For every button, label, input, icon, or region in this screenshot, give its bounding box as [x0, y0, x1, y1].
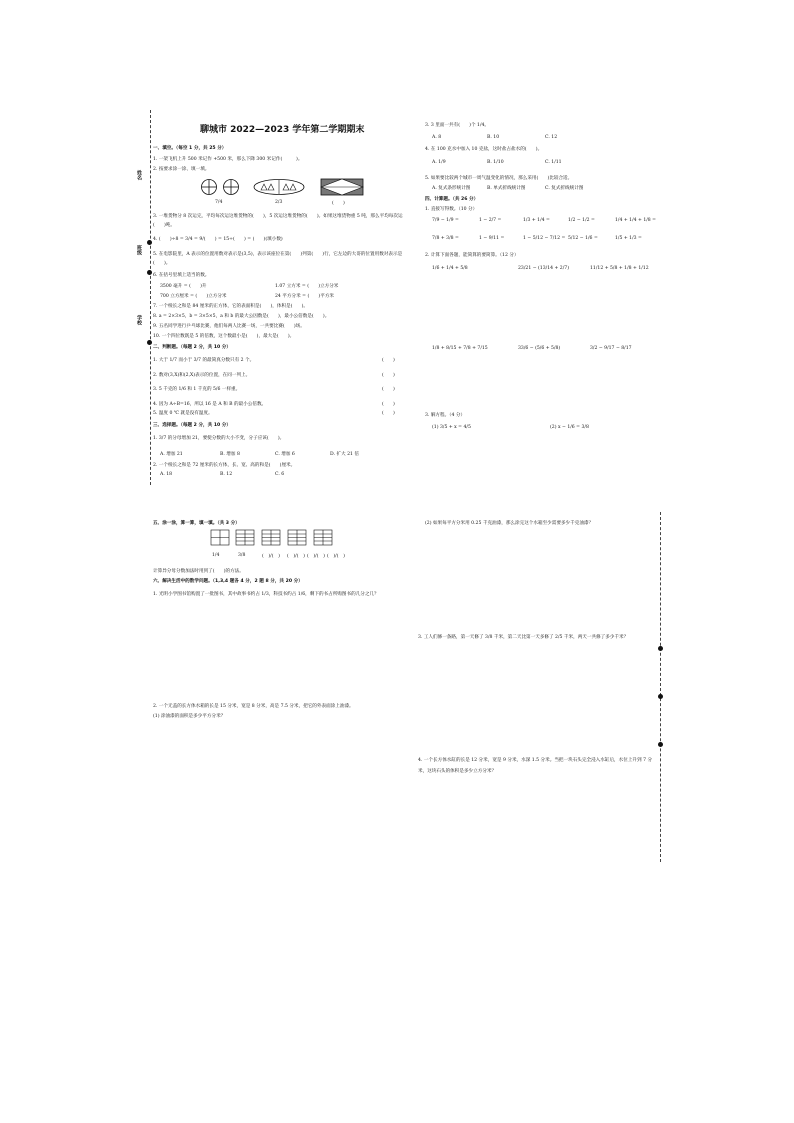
choice-1-opt-d: D. 扩大 21 倍 [330, 452, 359, 457]
problem-1: 1. 光明小学图书馆购置了一批图书，其中故事书约占 1/3，科技书约占 1/6，剩下的书占所购图书的几分之几？ [153, 592, 379, 597]
circle-figure [200, 178, 244, 196]
binding-label-class: 班级 [136, 245, 142, 255]
shade-frac: ( )/( ) [327, 554, 345, 559]
q6-item-1: 3500 毫升 = ( )升 [160, 284, 207, 289]
judge-5: 5. 温度 0 ℃ 就是没有温度。 [153, 411, 213, 416]
page-title: 聊城市 2022—2023 学年第二学期期末 [200, 125, 365, 135]
choice-2-opt-c: C. 6 [275, 472, 285, 477]
binding-hole [658, 742, 663, 747]
section-title-choice: 三、选择题。（每题 2 分，共 10 分） [153, 423, 232, 428]
calc-1-item: 1/5 + 1/3 = [615, 236, 642, 241]
binding-hole [147, 240, 152, 245]
problem-3: 3. 工人们修一条路，第一天修了 3/8 千米，第二天比第一天多修了 2/5 千米，两天一共修了多少千米？ [418, 635, 629, 640]
judge-paren-3: ( ) [382, 387, 395, 392]
choice-3-opt-c: C. 12 [545, 135, 558, 140]
calc-1-item: 5/12 − 1/6 = [568, 236, 598, 241]
question-fill-9: 9. 五名同学进行乒乓球比赛，他们每两人比赛一场，一共要比赛( )场。 [153, 324, 305, 329]
shade-frac: ( )/( ) [307, 554, 325, 559]
binding-label-school: 学校 [136, 315, 142, 325]
choice-5-opt-c: C. 复式折线统计图 [545, 186, 584, 191]
binding-hole [658, 694, 663, 699]
shade-frac: ( )/( ) [262, 554, 280, 559]
calc-1-item: 7/8 + 3/8 = [432, 236, 459, 241]
choice-4: 4. 在 100 克水中加入 10 克盐，这时盐占盐水的( )。 [425, 147, 543, 152]
calc-1-item: 1 − 5/12 − 7/12 = [523, 236, 566, 241]
binding-hole [147, 340, 152, 345]
calc-1-item: 1/4 + 1/4 + 1/8 = [615, 218, 657, 223]
problem-2-sub2: (2) 如果每平方分米用 0.25 千克油漆，那么涂完这个水箱至少需要多少千克油漆？ [425, 521, 594, 526]
problem-2-sub1: (1) 涂油漆的面积是多少平方分米？ [153, 714, 226, 719]
question-fill-1: 1. 一架飞机上升 500 米记作 +500 米，那么下降 300 米记作( )。 [153, 157, 303, 162]
choice-1-opt-a: A. 增加 21 [160, 452, 183, 457]
calc-2-title: 2. 计算下面各题，能简算的要简算。（12 分） [425, 253, 519, 258]
section-title-problems: 六、解决生活中的数学问题。（1,3,4 题各 4 分，2 题 8 分，共 20 分） [153, 579, 303, 584]
choice-4-opt-a: A. 1/9 [432, 160, 446, 165]
calc-1-item: 1 − 9/11 = [479, 236, 505, 241]
binding-line [660, 512, 661, 862]
q6-item-4: 24 平方分米 = ( )平方米 [275, 294, 335, 299]
q2-answer-blank: ( ) [332, 201, 345, 206]
binding-label-name: 姓名 [136, 170, 142, 180]
choice-3-opt-a: A. 8 [432, 135, 442, 140]
section-title-fill: 一、填空。（每空 1 分，共 25 分） [153, 146, 227, 151]
choice-3: 3. 3 里面一共有( )个 1/4。 [425, 123, 490, 128]
binding-hole [658, 646, 663, 651]
shade-text: 计算异分母分数加法时用到了( )的方法。 [153, 569, 244, 574]
q6-item-2: 1.07 立方米 = ( )立方分米 [275, 284, 339, 289]
choice-1-opt-b: B. 增加 8 [220, 452, 240, 457]
calc-2-item: 33/6 − (5/6 + 5/8) [518, 346, 561, 351]
choice-1: 1. 3/7 的分母增加 21，要使分数的大小不变，分子应该( )。 [153, 436, 285, 441]
choice-3-opt-b: B. 10 [487, 135, 500, 140]
choice-4-opt-b: B. 1/10 [487, 160, 504, 165]
choice-1-opt-c: C. 增加 6 [275, 452, 295, 457]
judge-paren-1: ( ) [382, 358, 395, 363]
question-fill-3a: 3. 一堆货物分 8 次运完，平均每次运这堆货物的( )，5 次运这堆货物的( )。如果这堆货物重 5 吨，那么平均每次运( )吨。 [153, 214, 403, 228]
q2-fraction-1: 7/4 [215, 200, 223, 205]
question-fill-5: 5. 在电影院里，A 表示的位置用数对表示是(3,5)，表示该座位在第( )列第( )行，它左边的大哥的位置用数对表示是( )。 [153, 252, 403, 266]
judge-paren-5: ( ) [382, 411, 395, 416]
section-title-shade: 五、涂一涂，算一算，填一填。（共 3 分） [153, 521, 240, 526]
calc-1-item: 1/2 − 1/2 = [568, 218, 595, 223]
question-fill-2: 2. 按要求涂一涂、填一填。 [153, 167, 210, 172]
calc-3-title: 3. 解方程。（4 分） [425, 413, 466, 418]
calc-1-item: 7/9 − 1/9 = [432, 218, 459, 223]
calc-3-item: (1) 3/5 + x = 4/5 [432, 425, 471, 430]
question-fill-4: 4. ( )÷8 = 3/4 = 9/( ) = 15÷( ) = ( )(填小数) [153, 237, 283, 242]
choice-5-opt-a: A. 复式条形统计图 [432, 186, 471, 191]
choice-5: 5. 如果要比较两个城市一周气温变化的情况，那么采用( )比较合适。 [425, 176, 573, 181]
judge-paren-2: ( ) [382, 373, 395, 378]
problem-2: 2. 一个无盖的长方体水箱的长是 15 分米，宽是 8 分米，高是 7.5 分米，把它的外表面涂上油漆。 [153, 704, 354, 709]
judge-4: 4. 因为 A÷B=16，所以 16 是 A 和 B 的最小公倍数。 [153, 402, 267, 407]
question-fill-10: 10. 一个四位数既是 5 的倍数，这个数最小是( )，最大是( )。 [153, 334, 295, 339]
calc-2-item: 3/2 − 9/17 − 8/17 [590, 346, 632, 351]
judge-1: 1. 大于 1/7 而小于 3/7 的最简真分数只有 2 个。 [153, 358, 255, 363]
section-title-calc: 四、计算题。（共 26 分） [425, 197, 479, 202]
calc-1-item: 1/3 + 1/4 = [523, 218, 550, 223]
shade-frac: 3/8 [238, 553, 246, 558]
question-fill-6: 6. 在括号里填上适当的数。 [153, 273, 210, 278]
judge-3: 3. 5 千克的 1/6 和 1 千克的 5/6 一样重。 [153, 387, 241, 392]
choice-2-opt-b: B. 12 [220, 472, 233, 477]
calc-2-item: 11/12 + 5/8 + 1/8 + 1/12 [590, 266, 649, 271]
problem-4: 4. 一个长方体水缸的长是 12 分米，宽是 9 分米，水深 1.5 分米。当把一块石头完全浸入水缸后，水位上升到 7 分米，这块石头的体积是多少立方分米？ [418, 758, 653, 774]
calc-3-item: (2) x − 1/6 = 3/8 [550, 425, 589, 430]
question-fill-8: 8. a = 2×3×5，b = 3×5×5，a 和 b 的最大公因数是( )，最小公倍数是( )。 [153, 314, 330, 319]
rectangle-figure [320, 178, 364, 196]
shade-frac: ( )/( ) [287, 554, 305, 559]
judge-2: 2. 数对(3,X)和(2,X)表示的位置，在同一列上。 [153, 373, 251, 378]
choice-2-opt-a: A. 18 [160, 472, 173, 477]
binding-hole [147, 270, 152, 275]
question-fill-7: 7. 一个棱长之和是 84 厘米的正方体，它的表面积是( )，体积是( )。 [153, 304, 308, 309]
triangles-figure [253, 178, 305, 196]
calc-2-item: 23/21 − (13/14 + 2/7) [518, 266, 569, 271]
section-title-judge: 二、判断题。（每题 2 分，共 10 分） [153, 345, 232, 350]
calc-1-item: 1 − 2/7 = [479, 218, 502, 223]
q2-fraction-2: 2/3 [275, 200, 283, 205]
binding-line [150, 110, 151, 485]
choice-5-opt-b: B. 单式折线统计图 [487, 186, 526, 191]
q6-item-3: 700 立方厘米 = ( )立方分米 [160, 294, 227, 299]
choice-2: 2. 一个棱长之和是 72 厘米的长方体，长、宽、高的和是( )厘米。 [153, 463, 296, 468]
judge-paren-4: ( ) [382, 402, 395, 407]
choice-4-opt-c: C. 1/11 [545, 160, 562, 165]
shade-frac: 1/4 [212, 553, 220, 558]
calc-2-item: 1/6 + 1/4 + 5/8 [432, 266, 468, 271]
calc-2-item: 1/8 + 8/15 + 7/8 + 7/15 [432, 346, 488, 351]
calc-1-title: 1. 直接写得数。（10 分） [425, 207, 478, 212]
fraction-grids [210, 529, 335, 547]
